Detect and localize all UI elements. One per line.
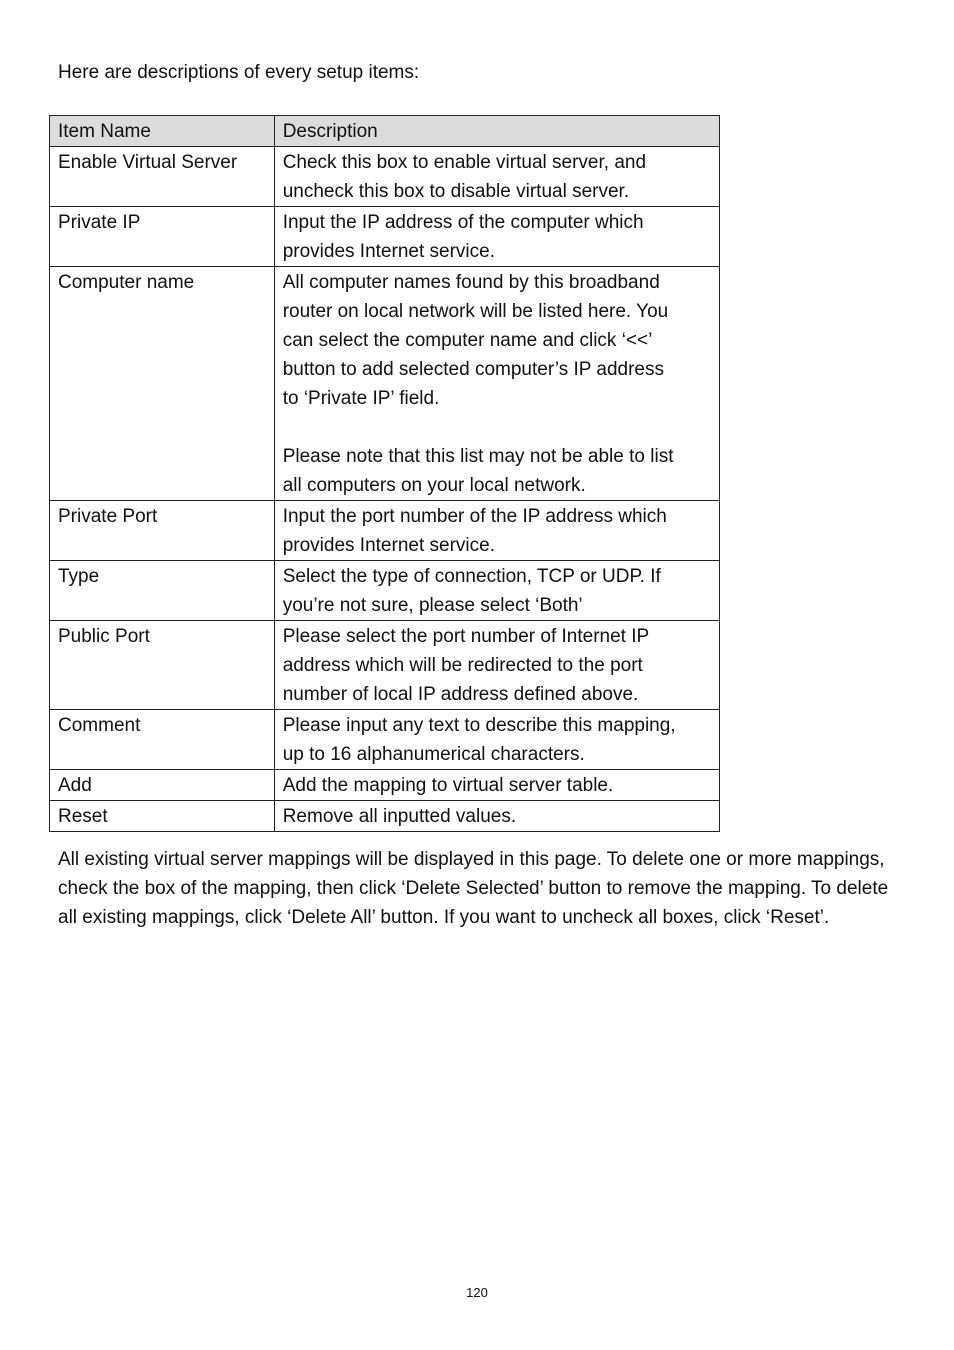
description-cell: Check this box to enable virtual server, and uncheck this box to disable virtual server. (274, 147, 719, 207)
table-row (50, 710, 720, 770)
description-cell: Please input any text to describe this mapping, up to 16 alphanumerical characters. (274, 710, 719, 770)
description-cell: Select the type of connection, TCP or UDP. If you’re not sure, please select ‘Both’ (274, 561, 719, 621)
description-cell: Input the port number of the IP address which provides Internet service. (274, 501, 719, 561)
item-name-cell: Add (50, 770, 275, 801)
table-row (50, 501, 720, 561)
table-row (50, 561, 720, 621)
description-cell: Add the mapping to virtual server table. (274, 770, 719, 801)
table-row (50, 621, 720, 710)
item-name-cell: Enable Virtual Server (50, 147, 275, 207)
item-name-cell: Comment (50, 710, 275, 770)
description-cell: Input the IP address of the computer which provides Internet service. (274, 207, 719, 267)
description-cell: Remove all inputted values. (274, 801, 719, 832)
item-name-cell: Type (50, 561, 275, 621)
intro-text: Here are descriptions of every setup items: (58, 62, 420, 83)
table-row (50, 147, 720, 207)
table-row (50, 267, 720, 501)
table-row (50, 801, 720, 832)
header-description: Description (274, 116, 719, 147)
item-name-cell: Private Port (50, 501, 275, 561)
description-cell: Please select the port number of Internet IP address which will be redirected to the port number of local IP address defined above. (274, 621, 719, 710)
table-header-row (50, 116, 720, 147)
table-row (50, 207, 720, 267)
page-number: 120 (466, 1285, 488, 1300)
header-item-name: Item Name (50, 116, 275, 147)
outro-paragraph: All existing virtual server mappings will be displayed in this page. To delete one or more mappings, check the box of the mapping, then click ‘Delete Selected’ button to remove the mapping. To delete all existing mappings, click ‘Delete All’ button. If you want to uncheck all boxes, click ‘Reset’. (58, 849, 889, 928)
setup-items-table (49, 115, 720, 832)
table-row (50, 770, 720, 801)
description-cell: All computer names found by this broadband router on local network will be listed here. You can select the computer name and click ‘<<’ button to add selected computer’s IP address to ‘Private IP’ field. Please note that this list may not be able to list all computers on your local network. (274, 267, 719, 501)
item-name-cell: Public Port (50, 621, 275, 710)
item-name-cell: Reset (50, 801, 275, 832)
item-name-cell: Private IP (50, 207, 275, 267)
item-name-cell: Computer name (50, 267, 275, 501)
